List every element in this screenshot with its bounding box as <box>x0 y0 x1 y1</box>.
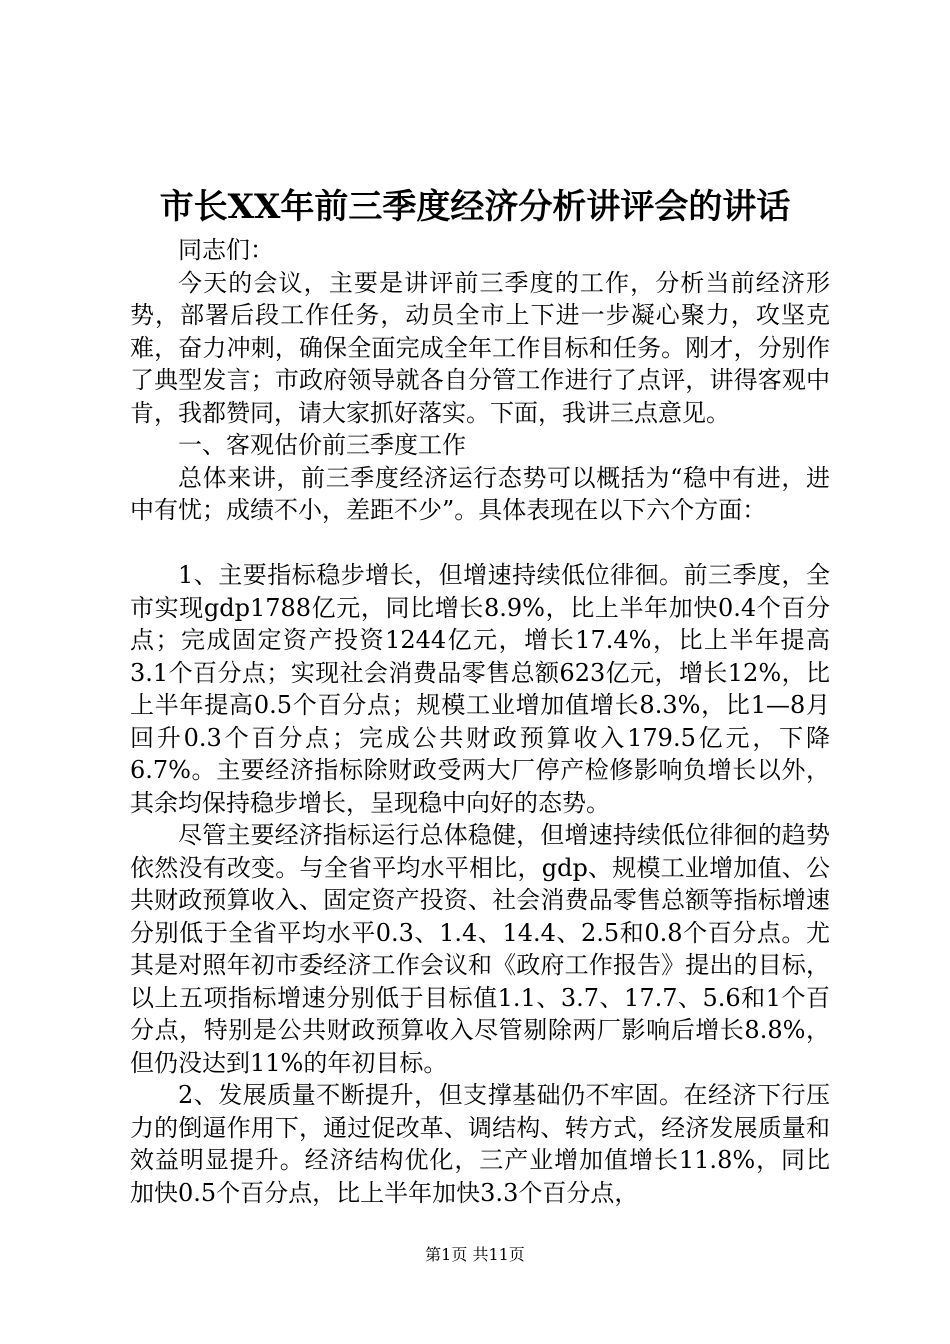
point-1-paragraph: 1、主要指标稳步增长，但增速持续低位徘徊。前三季度，全市实现gdp1788亿元，同比增长8.9%，比上半年加快0.4个百分点；完成固定资产投资1244亿元，增长17.4%，比上半年提高3.1个百分点；实现社会消费品零售总额623亿元，增长12%，比上半年提高0.5个百分点；规模工业增加值增长8.3%，比1—8月回升0.3个百分点；完成公共财政预算收入179.5亿元，下降6.7%。主要经济指标除财政受两大厂停产检修影响负增长以外，其余均保持稳步增长，呈现稳中向好的态势。 <box>130 561 830 817</box>
point-1-continued-paragraph: 尽管主要经济指标运行总体稳健，但增速持续低位徘徊的趋势依然没有改变。与全省平均水平相比，gdp、规模工业增加值、公共财政预算收入、固定资产投资、社会消费品零售总额等指标增速分别低于全省平均水平0.3、1.4、14.4、2.5和0.8个百分点。尤其是对照年初市委经济工作会议和《政府工作报告》提出的目标，以上五项指标增速分别低于目标值1.1、3.7、17.7、5.6和1个百分点，特别是公共财政预算收入尽管剔除两厂影响后增长8.8%，但仍没达到11%的年初目标。 <box>130 821 830 1077</box>
opening-paragraph: 今天的会议，主要是讲评前三季度的工作，分析当前经济形势，部署后段工作任务，动员全市上下进一步凝心聚力，攻坚克难，奋力冲刺，确保全面完成全年工作目标和任务。刚才，分别作了典型发言；市政府领导就各自分管工作进行了点评，讲得客观中肯，我都赞同，请大家抓好落实。下面，我讲三点意见。 <box>130 268 830 427</box>
page-footer: 第1页 共11页 <box>425 1245 525 1264</box>
summary-paragraph: 总体来讲，前三季度经济运行态势可以概括为“稳中有进，进中有忧；成绩不小，差距不少”。具体表现在以下六个方面： <box>130 463 830 524</box>
document-title: 市长XX年前三季度经济分析讲评会的讲话 <box>159 187 791 227</box>
section-heading: 一、客观估价前三季度工作 <box>178 431 466 459</box>
document-body <box>130 234 830 1209</box>
salutation: 同志们： <box>178 236 274 264</box>
paragraph-gap <box>130 527 830 560</box>
point-2-paragraph: 2、发展质量不断提升，但支撑基础仍不牢固。在经济下行压力的倒逼作用下，通过促改革、调结构、转方式，经济发展质量和效益明显提升。经济结构优化，三产业增加值增长11.8%，同比加快0.5个百分点，比上半年加快3.3个百分点， <box>130 1081 830 1207</box>
